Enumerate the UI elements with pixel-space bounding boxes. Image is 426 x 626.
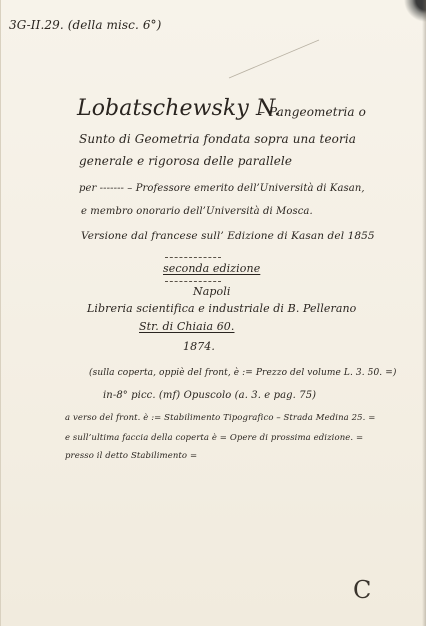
publisher: Libreria scientifica e industriale di B. Pellerano [87, 302, 357, 315]
title-line-1: – Pangeometria o [259, 105, 366, 119]
title-line-3: generale e rigorosa delle parallele [79, 154, 293, 168]
place: Napoli [193, 285, 231, 298]
author-name: Lobatschewsky N. [77, 96, 282, 121]
title-line-6: Versione dal francese sull’ Edizione di Kasan del 1855 [81, 230, 375, 242]
note-format: in-8° picc. (mf) Opuscolo (a. 3. e pag. 75) [103, 390, 317, 401]
shelfmark: 3G-II.29. (della misc. 6°) [9, 18, 162, 32]
edition-rule-bottom [165, 281, 221, 282]
edition-rule-top [165, 257, 221, 258]
title-line-2: Sunto di Geometria fondata sopra una teoria [79, 132, 357, 146]
address: Str. di Chiaia 60. [139, 320, 235, 333]
note-verso: a verso del front. è := Stabilimento Tipografico – Strada Medina 25. = [65, 413, 376, 423]
footer-mark: C [353, 576, 372, 604]
title-line-5: e membro onorario dell’Università di Mosca. [81, 206, 313, 217]
note-cover: e sull’ultima faccia della coperta è = Opere di prossima edizione. = [65, 433, 364, 443]
edition: seconda edizione [163, 262, 261, 275]
note-stabilimento: presso il detto Stabilimento = [65, 451, 198, 461]
note-price: (sulla coperta, oppiè del front, è := Prezzo del volume L. 3. 50. =) [89, 368, 397, 378]
year: 1874. [183, 340, 215, 353]
title-line-4: per ------- – Professore emerito dell’Università di Kasan, [79, 183, 365, 194]
